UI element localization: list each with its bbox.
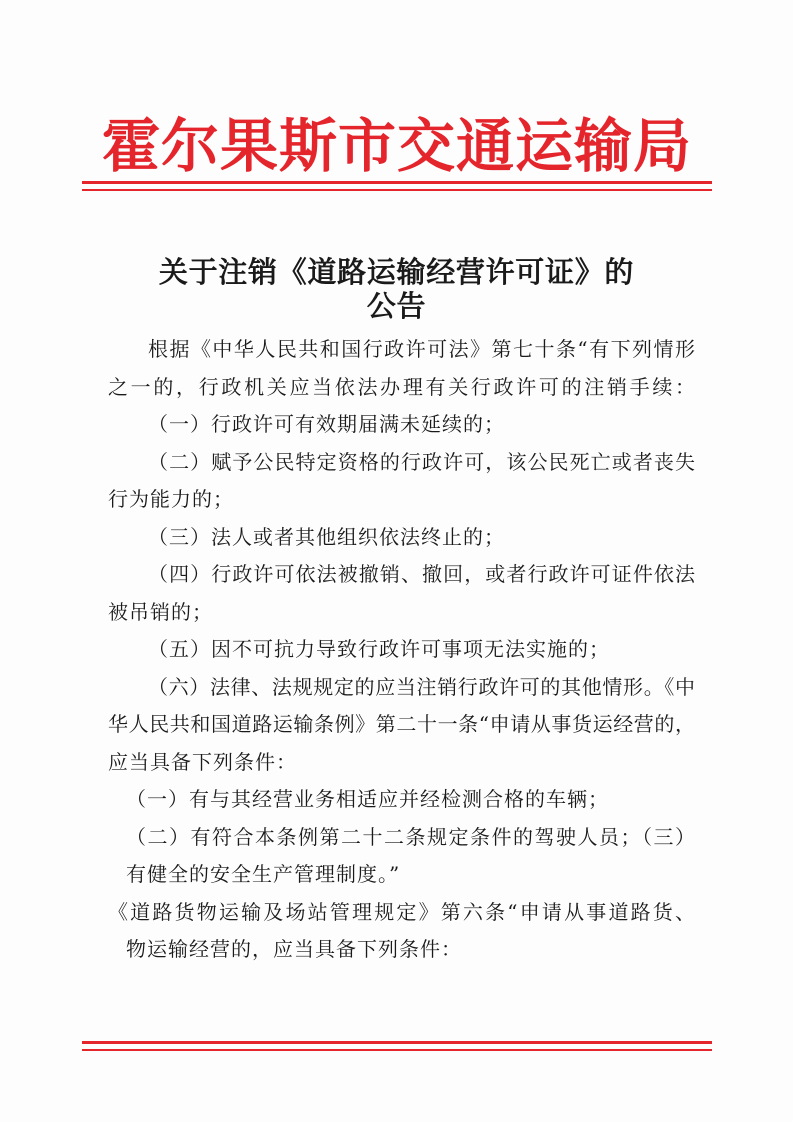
header-red-rule-thin [82,189,712,191]
document-title-line-1: 关于注销《道路运输经营许可证》的 [158,255,635,289]
body-line: 被吊销的； [108,599,213,624]
body-line: 行为能力的； [108,487,234,511]
body-line: 物运输经营的，应当具备下列条件： [126,937,462,961]
body-line: （五）因不可抗力导致行政许可事项无法实施的； [148,637,610,661]
body-line: （一）行政许可有效期届满未延续的； [148,412,505,436]
document-title-line-2: 公告 [366,289,427,323]
footer-red-rule-thick [82,1041,712,1044]
body-line: （二）有符合本条例第二十二条规定条件的驾驶人员；（三） [126,824,695,849]
header-red-rule-thick [82,181,712,184]
body-line: （四）行政许可依法被撤销、撤回，或者行政许可证件依法 [148,562,695,586]
body-line: （一）有与其经营业务相适应并经检测合格的车辆； [126,787,609,811]
body-line: 之一的，行政机关应当依法办理有关行政许可的注销手续： [108,374,695,399]
body-line: 华人民共和国道路运输条例》第二十一条“申请从事货运经营的， [108,712,695,736]
body-line: 应当具备下列条件： [108,749,297,774]
document-body [0,331,793,969]
footer-red-rule-thin [82,1049,712,1051]
body-line: 有健全的安全生产管理制度。” [126,862,401,886]
body-line: 《道路货物运输及场站管理规定》第六条“申请从事道路货、 [108,899,695,924]
issuing-authority-header: 霍尔果斯市交通运输局 [101,112,692,180]
body-line: （六）法律、法规规定的应当注销行政许可的其他情形。《中 [148,674,695,699]
body-line: （二）赋予公民特定资格的行政许可，该公民死亡或者丧失 [148,449,695,474]
body-line: （三）法人或者其他组织依法终止的； [148,524,505,549]
body-line: 根据《中华人民共和国行政许可法》第七十条“有下列情形 [148,337,695,361]
